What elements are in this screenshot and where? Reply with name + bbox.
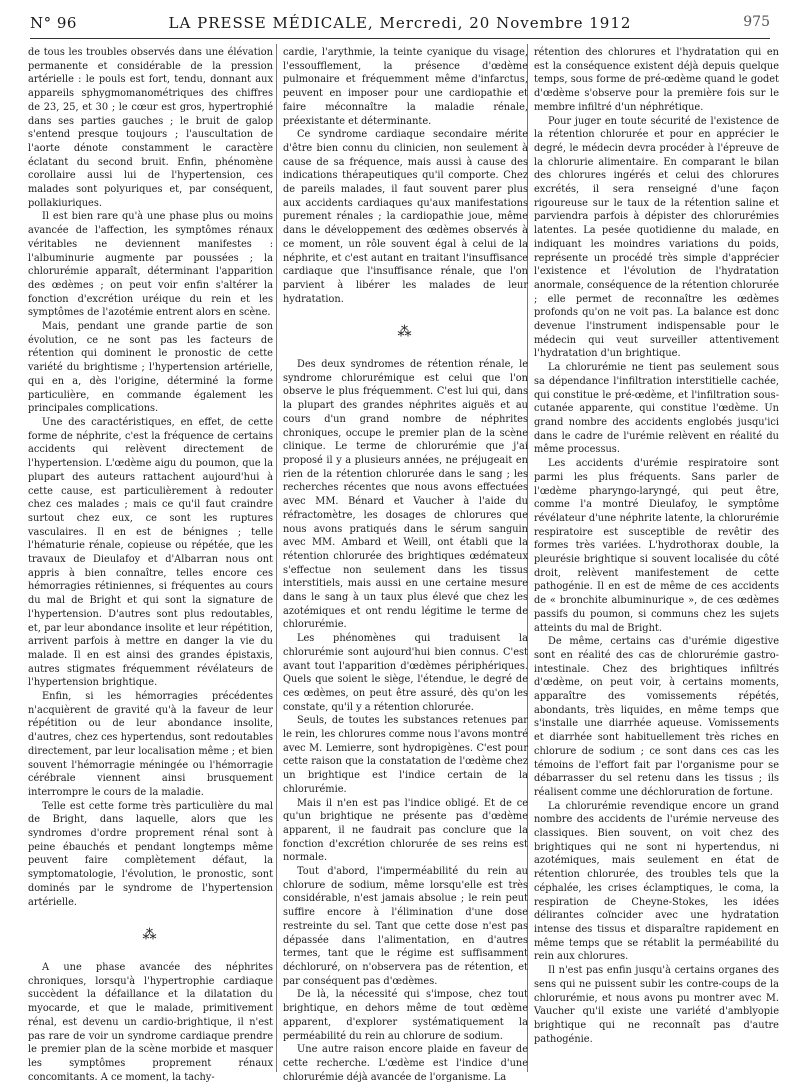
page-number: 975 [743, 14, 770, 30]
section-separator: ⁂ [142, 927, 159, 944]
paragraph: cardie, l'arythmie, la teinte cyanique du visage, l'essoufflement, la présence d'œdème pulmonaire et fréquemment même d'infarctus, peuvent en imposer pour une cardiopathie et faire méconnaître la maladie rénale, préexistante et déterminante. [283, 47, 528, 127]
text-column-2 [283, 46, 528, 1083]
paragraph: de tous les troubles observés dans une élévation permanente et considérable de la pression artérielle : le pouls est fort, tendu, donnant aux appareils sphygmomanométriques des chiffres de 23, 25, et 30 ; le cœur est gros, hypertrophié dans ses parties gauches ; le bruit de galop s'entend presque toujours ; l'auscultation de l'aorte dénote constamment le caractère éclatant du second bruit. Enfin, phénomène corollaire aussi lui de l'hypertension, ces malades sont polyuriques et, par conséquent, pollakiuriques. [28, 47, 273, 209]
issue-number: N° 96 [30, 14, 77, 32]
paragraph: Une des caractéristiques, en effet, de cette forme de néphrite, c'est la fréquence de certains accidents qui relèvent directement de l'hypertension. L'œdème aigu du poumon, que la plupart des auteurs rattachent aujourd'hui à cette cause, est particulièrement à redouter chez ces malades ; mais ce qu'il faut craindre surtout chez eux, ce sont les ruptures vasculaires. Il en est de bénignes ; telle l'hématurie rénale, copieuse ou répétée, que les travaux de Dieulafoy et d'Albarran nous ont appris à bien connaître, telles encore ces hémorragies rétiniennes, si fréquentes au cours du mal de Bright et qui sont la signature de l'hypertension. D'autres sont plus redoutables, et, par leur abondance insolite et leur répétition, arrivent parfois à mettre en danger la vie du malade. Il en est ainsi des grandes épistaxis, autres stigmates fréquemment révélateurs de l'hypertension brightique. [28, 416, 273, 689]
paragraph: Tout d'abord, l'imperméabilité du rein au chlorure de sodium, même lorsqu'elle est très considérable, n'est jamais absolue ; le rein peut suffire encore à l'élimination d'une dose restreinte du sel. Tant que cette dose n'est pas dépassée dans l'alimentation, en d'autres termes, tant que le régime est suffisamment déchloruré, on n'observera pas de rétention, et par conséquent pas d'œdèmes. [283, 866, 528, 987]
paragraph: Une autre raison encore plaide en faveur de cette recherche. L'œdème est l'indice d'une chlorurémie déjà avancée de l'organisme. La [283, 1044, 528, 1083]
paragraph: Seuls, de toutes les substances retenues par le rein, les chlorures comme nous l'avons montré avec M. Lemierre, sont hydropigènes. C'est pour cette raison que la constatation de l'œdème chez un brightique est l'indice certain de la chlorurémie. [283, 715, 528, 795]
paragraph: Mais il n'en est pas l'indice obligé. Et de ce qu'un brightique ne présente pas d'œdème apparent, il ne faudrait pas conclure que la fonction d'excrétion chlorurée de ses reins est normale. [283, 797, 528, 864]
section-separator: ⁂ [397, 324, 414, 341]
paragraph: La chlorurémie revendique encore un grand nombre des accidents de l'urémie nerveuse des classiques. Bien souvent, on voit chez des brightiques qui ne sont ni hypertendus, ni azotémiques, mais seulement en état de rétention chlorurée, des troubles tels que la céphalée, les crises éclamptiques, le coma, la respiration de Cheyne-Stokes, les idées délirantes coïncider avec une hydratation intense des tissus et disparaître rapidement en même temps que se rétablit la perméabilité du rein aux chlorures. [534, 800, 779, 963]
paragraph: La chlorurémie ne tient pas seulement sous sa dépendance l'infiltration interstitielle cachée, qui constitue le pré-œdème, et l'infiltration sous-cutanée apparente, qui constitue l'œdème. Un grand nombre des accidents englobés jusqu'ici dans le cadre de l'urémie relèvent en réalité du même processus. [534, 362, 779, 456]
paragraph: A une phase avancée des néphrites chroniques, lorsqu'à l'hypertrophie cardiaque succèdent la défaillance et la dilatation du myocarde, et que le malade, primitivement rénal, est devenu un cardio-brightique, il n'est pas rare de voir un syndrome cardiaque prendre le premier plan de la scène morbide et masquer les symptômes proprement rénaux concomitants. A ce moment, la tachy- [28, 962, 273, 1083]
page-header [30, 14, 770, 36]
paragraph: De là, la nécessité qui s'impose, chez tout brightique, en dehors même de tout œdème apparent, d'explorer systématiquement la perméabilité du rein au chlorure de sodium. [283, 989, 528, 1042]
column-divider [276, 44, 277, 1072]
paragraph: Mais, pendant une grande partie de son évolution, ce ne sont pas les facteurs de rétention qui dominent le pronostic de cette variété du brightisme ; l'hypertension artérielle, qui en a, dès l'origine, déterminé la forme particulière, en commande également les principales complications. [28, 321, 273, 415]
header-rule [30, 38, 770, 39]
paragraph: De même, certains cas d'urémie digestive sont en réalité des cas de chlorurémie gastro-intestinale. Chez des brightiques infiltrés d'œdème, on peut voir, à certains moments, apparaître des vomissements répétés, abondants, très liquides, en même temps que s'installe une diarrhée aqueuse. Vomissements et diarrhée sont habituellement très riches en chlorure de sodium ; ce sont dans ces cas les témoins de l'effort fait par l'organisme pour se débarrasser du sel retenu dans les tissus ; ils réalisent comme une déchloruration de fortune. [534, 636, 779, 798]
paragraph: Telle est cette forme très particulière du mal de Bright, dans laquelle, alors que les syndromes d'ordre proprement rénal sont à peine ébauchés et pendant longtemps même peuvent faire complètement défaut, la symptomatologie, l'évolution, le pronostic, sont dominés par le syndrome de l'hypertension artérielle. [28, 800, 273, 908]
text-column-3 [534, 46, 779, 1071]
paragraph: Il est bien rare qu'à une phase plus ou moins avancée de l'affection, les symptômes rénaux véritables ne deviennent manifestes : l'albuminurie augmente par poussées ; la chlorurémie apparaît, déterminant l'apparition des œdèmes ; on peut voir enfin s'altérer la fonction d'excrétion uréique du rein et les symptômes de l'azotémie entrent alors en scène. [28, 211, 273, 319]
paragraph: Des deux syndromes de rétention rénale, le syndrome chlorurémique est celui que l'on observe le plus fréquemment. C'est lui qui, dans la plupart des grandes néphrites aiguës et au cours d'un grand nombre de néphrites chroniques, occupe le premier plan de la scène clinique. Le terme de chlorurémie que j'ai proposé il y a plusieurs années, ne préjugeait en rien de la rétention chlorurée dans le sang ; les recherches récentes que nous avons effectuées avec MM. Bénard et Vaucher à l'aide du réfractomètre, les dosages de chlorures que nous avons pratiqués dans le sérum sanguin avec MM. Ambard et Weill, ont établi que la rétention chlorurée des brightiques œdémateux s'effectue non seulement dans les tissus interstitiels, mais aussi en une certaine mesure dans le sang à un taux plus élevé que chez les azotémiques et ont rendu légitime le terme de chlorurémie. [283, 359, 528, 631]
paragraph: rétention des chlorures et l'hydratation qui en est la conséquence existent déjà depuis quelque temps, sous forme de pré-œdème quand le godet d'œdème s'observe pour la première fois sur le membre infiltré d'un néphrétique. [534, 47, 779, 113]
paragraph: Il n'est pas enfin jusqu'à certains organes des sens qui ne puissent subir les contre-coups de la chlorurémie, et nous avons pu montrer avec M. Vaucher qu'il existe une variété d'amblyopie brightique qui ne reconnaît pas d'autre pathogénie. [534, 965, 779, 1045]
text-column-1 [28, 46, 273, 1083]
paragraph: Les accidents d'urémie respiratoire sont parmi les plus fréquents. Sans parler de l'œdème pharyngo-laryngé, qui peut être, comme l'a montré Dieulafoy, le symptôme révélateur d'une néphrite latente, la chlorurémie respiratoire est susceptible de revêtir des formes très variées. L'hydrothorax double, la pleurésie brightique si souvent localisée du côté droit, relèvent manifestement de cette pathogénie. Il en est de même de ces accidents de « bronchite albuminurique », de ces œdèmes passifs du poumon, si communs chez les sujets atteints du mal de Bright. [534, 458, 779, 634]
paragraph: Enfin, si les hémorragies précédentes n'acquièrent de gravité qu'à la faveur de leur répétition ou de leur abondance insolite, d'autres, chez ces hypertendus, sont redoutables directement, par leur localisation même ; et bien souvent l'hémorragie méningée ou l'hémorragie cérébrale viennent ainsi brusquement interrompre le cours de la maladie. [28, 691, 273, 798]
paragraph: Pour juger en toute sécurité de l'existence de la rétention chlorurée et pour en apprécier le degré, le médecin devra procéder à l'épreuve de la chlorurie alimentaire. En comparant le bilan des chlorures ingérés et celui des chlorures excrétés, il sera renseigné d'une façon rigoureuse sur le taux de la rétention saline et parviendra parfois à dépister des chlorurémies latentes. La pesée quotidienne du malade, en indiquant les moindres variations du poids, représente un procédé très simple d'apprécier l'existence et l'évolution de l'hydratation anormale, conséquence de la rétention chlorurée ; elle permet de reconnaître les œdèmes profonds qu'on ne voit pas. La balance est donc devenue l'instrument indispensable pour le médecin qui veut surveiller attentivement l'hydratation d'un brightique. [534, 115, 779, 360]
journal-title: LA PRESSE MÉDICALE, Mercredi, 20 Novembre 1912 [168, 14, 632, 32]
paragraph: Ce syndrome cardiaque secondaire mérite d'être bien connu du clinicien, non seulement à cause de sa fréquence, mais aussi à cause des indications thérapeutiques qu'il comporte. Chez de pareils malades, il faut souvent parer plus aux accidents cardiaques qu'aux manifestations purement rénales ; la cardiopathie joue, même dans le développement des œdèmes observés à ce moment, un rôle souvent égal à celui de la néphrite, et c'est autant en traitant l'insuffisance cardiaque que l'insuffisance rénale, que l'on parvient à libérer les malades de leur hydratation. [283, 129, 528, 305]
paragraph: Les phénomènes qui traduisent la chlorurémie sont aujourd'hui bien connus. C'est avant tout l'apparition d'œdèmes périphériques. Quels que soient le siège, l'étendue, le degré de ces œdèmes, on peut être assuré, dès qu'on les constate, qu'il y a rétention chlorurée. [283, 633, 528, 713]
